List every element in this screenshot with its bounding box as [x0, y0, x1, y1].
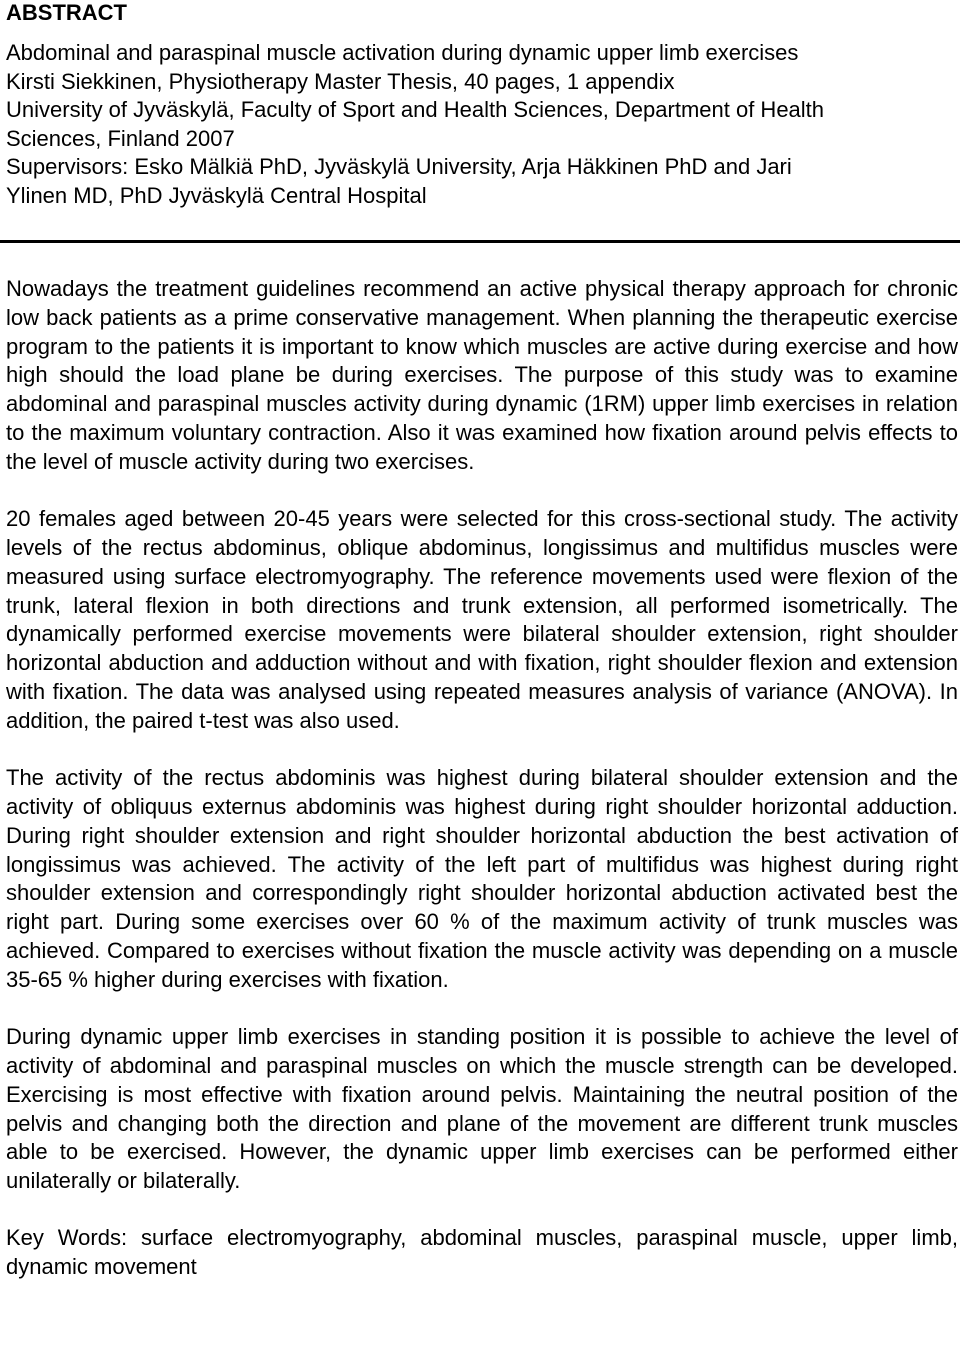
paragraph-keywords: Key Words: surface electromyography, abdominal muscles, paraspinal muscle, upper limb, dynamic movement: [6, 1225, 958, 1280]
thesis-title-line: Abdominal and paraspinal muscle activation during dynamic upper limb exercises: [6, 40, 799, 65]
paragraph-results: The activity of the rectus abdominis was highest during bilateral shoulder extension and the activity of obliquus externus abdominis was highest during right shoulder horizontal adduction. During right shoulder extension and right shoulder horizontal abduction the best activation of longissimus was achieved. The activity of the left part of multifidus was highest during right shoulder extension and correspondingly right shoulder horizontal abduction activated best the right part. During some exercises over 60 % of the maximum activity of trunk muscles was achieved. Compared to exercises without fixation the muscle activity was depending on a muscle 35-65 % higher during exercises with fixation.: [6, 765, 958, 992]
institution-line: University of Jyväskylä, Faculty of Sport and Health Sciences, Department of Health: [6, 97, 825, 123]
supervisors-line: Supervisors: Esko Mälkiä PhD, Jyväskylä University, Arja Häkkinen PhD and Jari: [6, 154, 792, 180]
paragraph-background: Nowadays the treatment guidelines recommend an active physical therapy approach for chronic low back patients as a prime conservative management. When planning the therapeutic exercise program to the patients it is important to know which muscles are active during exercise and how high should the load plane be during exercises. The purpose of this study was to examine abdominal and paraspinal muscles activity during dynamic (1RM) upper limb exercises in relation to the maximum voluntary contraction. Also it was examined how fixation around pelvis effects to the level of muscle activity during two exercises.: [6, 276, 958, 474]
institution-line-continued: Sciences, Finland 2007: [6, 125, 235, 151]
supervisors-line-continued: Ylinen MD, PhD Jyväskylä Central Hospital: [6, 182, 427, 208]
abstract-body: [6, 275, 958, 1311]
author-line: Kirsti Siekkinen, Physiotherapy Master Thesis, 40 pages, 1 appendix: [6, 68, 675, 94]
paragraph-methods: 20 females aged between 20-45 years were selected for this cross-sectional study. The activity levels of the rectus abdominus, oblique abdominus, longissimus and multifidus muscles were measured using surface electromyography. The reference movements used were flexion of the trunk, lateral flexion in both directions and trunk extension, all performed isometrically. The dynamically performed exercise movements were bilateral shoulder extension, right shoulder horizontal abduction and adduction without and with fixation, right shoulder flexion and extension with fixation. The data was analysed using repeated measures analysis of variance (ANOVA). In addition, the paired t-test was also used.: [6, 506, 958, 733]
paragraph-conclusion: During dynamic upper limb exercises in standing position it is possible to achieve the level of activity of abdominal and paraspinal muscles on which the muscle strength can be developed. Exercising is most effective with fixation around pelvis. Maintaining the neutral position of the pelvis and changing both the direction and plane of the movement are different trunk muscles able to be exercised. However, the dynamic upper limb exercises can be performed either unilaterally or bilaterally.: [6, 1024, 958, 1194]
horizontal-divider: [0, 240, 960, 243]
thesis-info-block: [6, 39, 958, 211]
abstract-heading: ABSTRACT: [6, 0, 127, 25]
